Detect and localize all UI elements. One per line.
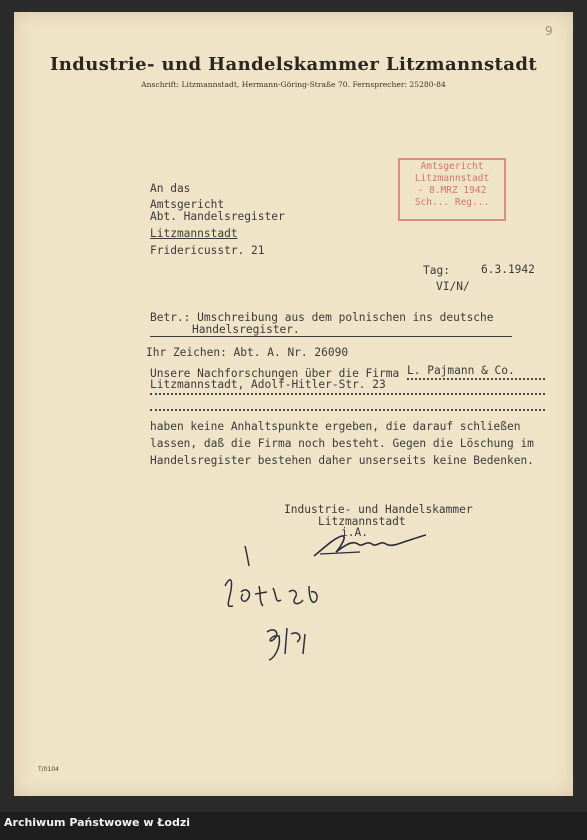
signature-org-1: Industrie- und Handelskammer [284,503,473,516]
subject-rule [150,336,512,337]
subject-line-1: Betr.: Umschreibung aus dem polnischen ins deutsche [150,311,494,324]
form-code: T/0104 [38,766,59,773]
body-intro: Unsere Nachforschungen über die Firma [150,367,400,380]
dotted-leader-1 [407,378,545,380]
archive-name: Archiwum Państwowe w Łodzi [4,816,191,829]
recipient-city: Litzmannstadt [150,227,238,240]
document-page [14,12,573,796]
letterhead-address: Anschrift: Litzmannstadt, Hermann-Göring-Straße 70. Fernsprecher: 25280-84 [141,80,446,89]
body-line-3: Handelsregister bestehen daher unserseits keine Bedenken. [150,454,534,467]
signature-org-2: Litzmannstadt [318,515,406,528]
recipient-line-3: Abt. Handelsregister [150,210,285,223]
page-number: 9 [545,24,553,38]
stamp-line-2: Litzmannstadt [414,173,490,184]
recipient-street: Fridericusstr. 21 [150,244,265,257]
your-reference: Ihr Zeichen: Abt. A. Nr. 26090 [146,346,349,359]
dotted-leader-2 [150,393,545,395]
signature-ia: i.A. [341,526,368,539]
stamp-line-4: Sch... Reg... [414,197,490,208]
stamp-date: - 8.MRZ 1942 [417,185,487,196]
stamp-line-1: Amtsgericht [420,161,484,172]
reference-number: VI/N/ [436,280,470,293]
firm-address: Litzmannstadt, Adolf-Hitler-Str. 23 [150,378,386,391]
date-label: Tag: [423,264,450,277]
archive-footer [0,812,587,840]
body-line-2: lassen, daß die Firma noch besteht. Gegen die Löschung im [150,437,534,450]
recipient-line-1: An das [150,182,191,195]
letterhead-title: Industrie- und Handelskammer Litzmannstadt [49,54,538,75]
dotted-leader-3 [150,409,545,411]
firm-name: L. Pajmann & Co. [407,364,515,377]
date-value: 6.3.1942 [481,263,535,276]
recipient-line-2: Amtsgericht [150,198,225,211]
subject-line-2: Handelsregister. [192,323,300,336]
received-stamp [398,158,506,221]
handwritten-notes [219,542,329,672]
body-line-1: haben keine Anhaltspunkte ergeben, die darauf schließen [150,420,521,433]
